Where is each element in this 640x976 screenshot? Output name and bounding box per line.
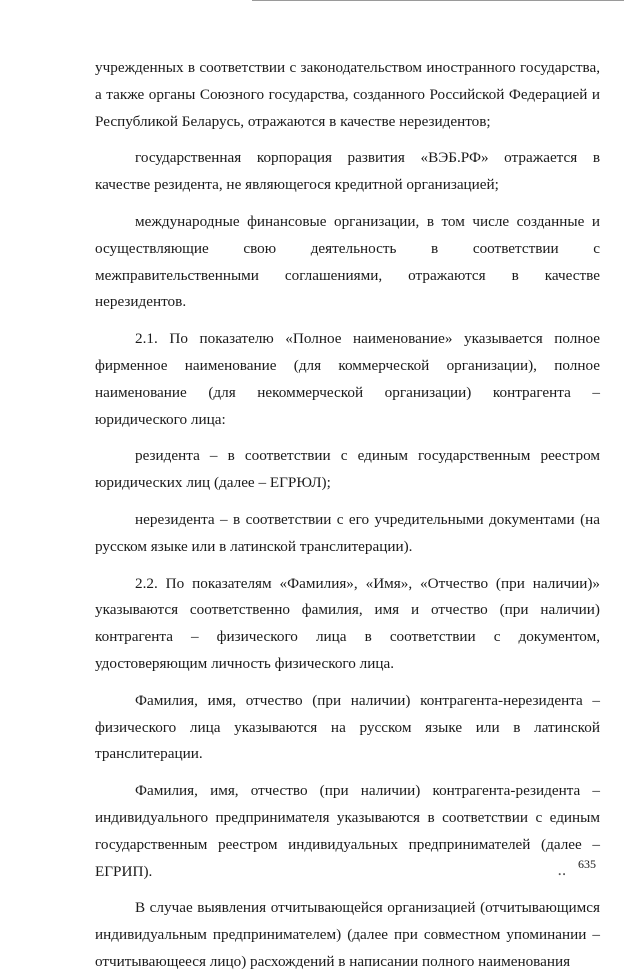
paragraph-9: Фамилия, имя, отчество (при наличии) контрагента-резидента – индивидуального предпринимателя указываются в соответствии с единым государственным реестром индивидуальных предпринимателей (далее – ЕГРИП). xyxy=(95,782,600,880)
paragraph-10: В случае выявления отчитывающейся организацией (отчитывающимся индивидуальным предпринимателем) (далее при совместном упоминании – отчитывающееся лицо) расхождений в написании полного наименования xyxy=(95,899,600,970)
paragraph-5: резидента – в соответствии с единым государственным реестром юридических лиц (далее – ЕГРЮЛ); xyxy=(95,447,600,492)
top-divider xyxy=(252,0,624,1)
handwritten-mark: ꞏꞏ xyxy=(558,869,567,881)
paragraph-7: 2.2. По показателям «Фамилия», «Имя», «Отчество (при наличии)» указываются соответственно фамилия, имя и отчество (при наличии) контрагента – физического лица в соответствии с документом, удостоверяющим личность физического лица. xyxy=(95,574,600,672)
paragraph-4: 2.1. По показателю «Полное наименование» указывается полное фирменное наименование (для коммерческой организации), полное наименование (для некоммерческой организации) контрагента – юридического лица: xyxy=(95,330,600,428)
paragraph-1: учрежденных в соответствии с законодательством иностранного государства, а также органы Союзного государства, созданного Российской Федерацией и Республикой Беларусь, отражаются в качестве нерезидентов; xyxy=(95,59,600,130)
paragraph-8: Фамилия, имя, отчество (при наличии) контрагента-нерезидента – физического лица указываются на русском языке или в латинской транслитерации. xyxy=(95,691,600,763)
paragraph-6: нерезидента – в соответствии с его учредительными документами (на русском языке или в латинской транслитерации). xyxy=(95,510,600,555)
paragraph-2: государственная корпорация развития «ВЭБ.РФ» отражается в качестве резидента, не являющегося кредитной организацией; xyxy=(95,149,600,194)
paragraph-3: международные финансовые организации, в том числе созданные и осуществляющие свою деятельность в соответствии с межправительственными соглашениями, отражаются в качестве нерезидентов. xyxy=(95,212,600,311)
document-page xyxy=(95,55,600,976)
page-number: 635 xyxy=(578,857,596,871)
